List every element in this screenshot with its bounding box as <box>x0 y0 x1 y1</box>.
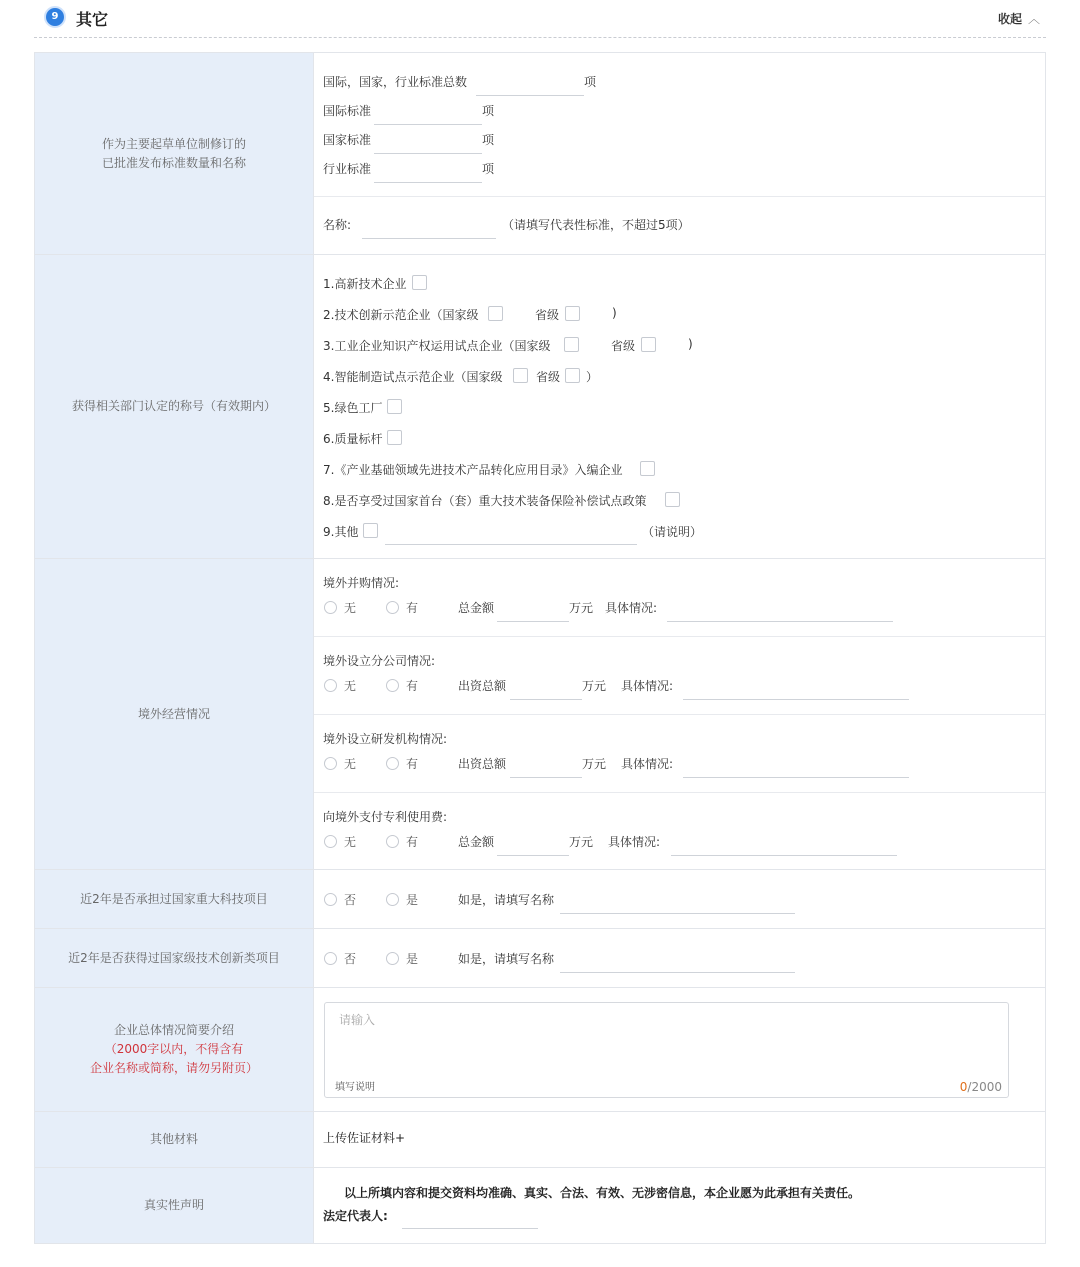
if-yes-label: 如是，请填写名称 <box>458 952 555 966</box>
option-yes-label: 有 <box>406 835 419 849</box>
if-yes-label: 如是，请填写名称 <box>458 893 555 907</box>
section-number-badge: 9 <box>44 6 66 28</box>
title-item-9: 9.其他 <box>323 525 359 539</box>
overseas-rnd-detail-input[interactable] <box>683 777 909 778</box>
overseas-content <box>314 559 1046 869</box>
amount-label: 总金额 <box>458 601 495 615</box>
overseas-branch-no-radio[interactable] <box>324 679 337 692</box>
option-yes-label: 有 <box>406 679 419 693</box>
overseas-patent-detail-input[interactable] <box>671 855 897 856</box>
overseas-patent-yes-radio[interactable] <box>386 835 399 848</box>
standards-names <box>314 197 1045 254</box>
other-materials-label: 其他材料 <box>35 1112 314 1167</box>
option-no-label: 无 <box>344 835 357 849</box>
total-standards-input[interactable] <box>476 95 584 96</box>
titles-row <box>35 255 1046 559</box>
detail-label: 具体情况: <box>605 601 658 615</box>
option-yes-label: 是 <box>406 952 419 966</box>
unit-label: 项 <box>482 162 495 176</box>
ip-pilot-provincial-checkbox[interactable] <box>641 337 656 352</box>
unit-label: 万元 <box>569 601 594 615</box>
section-title: 其它 <box>76 10 109 29</box>
collapse-label: 收起 <box>997 12 1022 26</box>
other-title-input[interactable] <box>385 544 637 545</box>
unit-label: 项 <box>482 133 495 147</box>
overseas-patent <box>314 793 1045 869</box>
declaration-label: 真实性声明 <box>35 1168 314 1243</box>
overseas-row <box>35 559 1046 870</box>
international-standards-label: 国际标准 <box>323 104 372 118</box>
option-yes-label: 是 <box>406 893 419 907</box>
unit-label: 万元 <box>582 757 607 771</box>
catalog-listed-checkbox[interactable] <box>640 461 655 476</box>
overseas-rnd-title: 境外设立研发机构情况: <box>323 732 448 746</box>
other-title-checkbox[interactable] <box>363 523 378 538</box>
national-standards-input[interactable] <box>374 153 482 154</box>
title-item-4: 4.智能制造试点示范企业（国家级 <box>323 370 503 384</box>
high-tech-checkbox[interactable] <box>412 275 427 290</box>
standards-label-line2: 已批准发布标准数量和名称 <box>101 155 246 170</box>
intro-label-note2: 企业名称或简称，请勿另附页） <box>89 1061 258 1075</box>
unit-label: 项 <box>482 104 495 118</box>
overseas-branch-yes-radio[interactable] <box>386 679 399 692</box>
titles-content <box>314 255 1046 558</box>
innovation-project-no-radio[interactable] <box>324 952 337 965</box>
intro-char-count-current: 0 <box>959 1080 968 1094</box>
option-yes-label: 有 <box>406 757 419 771</box>
intro-textarea[interactable] <box>324 1002 1009 1098</box>
intro-hint: 填写说明 <box>335 1082 375 1093</box>
intro-char-count <box>960 1080 1002 1094</box>
other-materials-row <box>35 1112 1046 1168</box>
intro-label-title: 企业总体情况简要介绍 <box>113 1023 234 1037</box>
option-yes-label: 有 <box>406 601 419 615</box>
innovation-project-row <box>35 929 1046 988</box>
option-no-label: 无 <box>344 679 357 693</box>
standard-name-label: 名称: <box>323 218 352 232</box>
major-project-label: 近2年是否承担过国家重大科技项目 <box>35 870 314 928</box>
overseas-branch <box>314 637 1045 715</box>
overseas-rnd-yes-radio[interactable] <box>386 757 399 770</box>
quality-benchmark-checkbox[interactable] <box>387 430 402 445</box>
major-project-name-input[interactable] <box>560 913 795 914</box>
title-item-6: 6.质量标杆 <box>323 432 383 446</box>
major-project-row <box>35 870 1046 929</box>
provincial-label: 省级 <box>535 308 560 322</box>
intro-placeholder: 请输入 <box>339 1013 376 1027</box>
intro-content <box>314 988 1046 1111</box>
collapse-button[interactable] <box>998 10 1040 27</box>
overseas-mna-detail-input[interactable] <box>667 621 893 622</box>
legal-rep-label: 法定代表人: <box>323 1209 388 1223</box>
overseas-mna-amount-input[interactable] <box>497 621 569 622</box>
innovation-project-content <box>314 929 1046 987</box>
smart-mfg-provincial-checkbox[interactable] <box>565 368 580 383</box>
overseas-rnd <box>314 715 1045 793</box>
other-materials-content <box>314 1112 1046 1167</box>
intro-label <box>35 988 314 1111</box>
title-item-5: 5.绿色工厂 <box>323 401 383 415</box>
close-paren: ) <box>612 306 617 320</box>
titles-label: 获得相关部门认定的称号（有效期内） <box>35 255 314 558</box>
section-header <box>34 0 1046 38</box>
smart-mfg-national-checkbox[interactable] <box>513 368 528 383</box>
overseas-patent-no-radio[interactable] <box>324 835 337 848</box>
overseas-mna <box>314 559 1045 637</box>
detail-label: 具体情况: <box>608 835 661 849</box>
major-project-no-radio[interactable] <box>324 893 337 906</box>
close-paren: ） <box>586 370 599 384</box>
innovation-demo-provincial-checkbox[interactable] <box>565 306 580 321</box>
total-standards-label: 国际，国家，行业标准总数 <box>323 75 468 89</box>
amount-label: 出资总额 <box>458 757 507 771</box>
innovation-project-label: 近2年是否获得过国家级技术创新类项目 <box>35 929 314 987</box>
major-project-content <box>314 870 1046 928</box>
overseas-rnd-amount-input[interactable] <box>510 777 582 778</box>
innovation-project-name-input[interactable] <box>560 972 795 973</box>
declaration-text: 以上所填内容和提交资料均准确、真实、合法、有效、无涉密信息，本企业愿为此承担有关责任。 <box>344 1186 861 1200</box>
detail-label: 具体情况: <box>621 679 674 693</box>
industry-standards-input[interactable] <box>374 182 482 183</box>
title-item-2: 2.技术创新示范企业（国家级 <box>323 308 479 322</box>
provincial-label: 省级 <box>536 370 561 384</box>
title-item-7: 7.《产业基础领域先进技术产品转化应用目录》入编企业 <box>323 463 623 477</box>
title-item-3: 3.工业企业知识产权运用试点企业（国家级 <box>323 339 551 353</box>
standards-row <box>35 53 1046 255</box>
unit-label: 项 <box>584 75 597 89</box>
title-item-1: 1.高新技术企业 <box>323 277 407 291</box>
close-paren: ) <box>688 337 693 351</box>
major-project-yes-radio[interactable] <box>386 893 399 906</box>
overseas-mna-no-radio[interactable] <box>324 601 337 614</box>
upload-materials-button[interactable]: 上传佐证材料+ <box>323 1131 406 1145</box>
option-no-label: 无 <box>344 757 357 771</box>
overseas-patent-title: 向境外支付专利使用费: <box>323 810 448 824</box>
option-no-label: 否 <box>344 893 357 907</box>
overseas-patent-amount-input[interactable] <box>497 855 569 856</box>
ip-pilot-national-checkbox[interactable] <box>564 337 579 352</box>
green-factory-checkbox[interactable] <box>387 399 402 414</box>
overseas-branch-amount-input[interactable] <box>510 699 582 700</box>
international-standards-input[interactable] <box>374 124 482 125</box>
standards-content <box>314 53 1046 254</box>
option-no-label: 否 <box>344 952 357 966</box>
overseas-label: 境外经营情况 <box>35 559 314 869</box>
intro-label-note1: （2000字以内，不得含有 <box>104 1042 244 1056</box>
amount-label: 总金额 <box>458 835 495 849</box>
unit-label: 万元 <box>569 835 594 849</box>
amount-label: 出资总额 <box>458 679 507 693</box>
option-no-label: 无 <box>344 601 357 615</box>
innovation-demo-national-checkbox[interactable] <box>488 306 503 321</box>
detail-label: 具体情况: <box>621 757 674 771</box>
other-info-form <box>34 52 1046 1244</box>
unit-label: 万元 <box>582 679 607 693</box>
overseas-rnd-no-radio[interactable] <box>324 757 337 770</box>
title-item-8: 8.是否享受过国家首台（套）重大技术装备保险补偿试点政策 <box>323 494 647 508</box>
provincial-label: 省级 <box>611 339 636 353</box>
chevron-up-icon: ︿ <box>1027 12 1040 26</box>
national-standards-label: 国家标准 <box>323 133 372 147</box>
intro-char-count-max: /2000 <box>967 1080 1002 1094</box>
declaration-content <box>314 1168 1046 1243</box>
first-set-insurance-checkbox[interactable] <box>665 492 680 507</box>
overseas-branch-title: 境外设立分公司情况: <box>323 654 436 668</box>
standard-name-input[interactable] <box>362 238 496 239</box>
innovation-project-yes-radio[interactable] <box>386 952 399 965</box>
legal-rep-input[interactable] <box>402 1228 538 1229</box>
declaration-row <box>35 1168 1046 1244</box>
industry-standards-label: 行业标准 <box>323 162 372 176</box>
standard-name-hint: （请填写代表性标准，不超过5项） <box>502 218 690 232</box>
intro-row <box>35 988 1046 1112</box>
overseas-mna-title: 境外并购情况: <box>323 576 400 590</box>
explain-hint: （请说明） <box>642 525 703 539</box>
overseas-branch-detail-input[interactable] <box>683 699 909 700</box>
overseas-mna-yes-radio[interactable] <box>386 601 399 614</box>
standards-counts <box>314 53 1045 197</box>
standards-label-line1: 作为主要起草单位制修订的 <box>101 136 246 151</box>
standards-label <box>35 53 314 254</box>
